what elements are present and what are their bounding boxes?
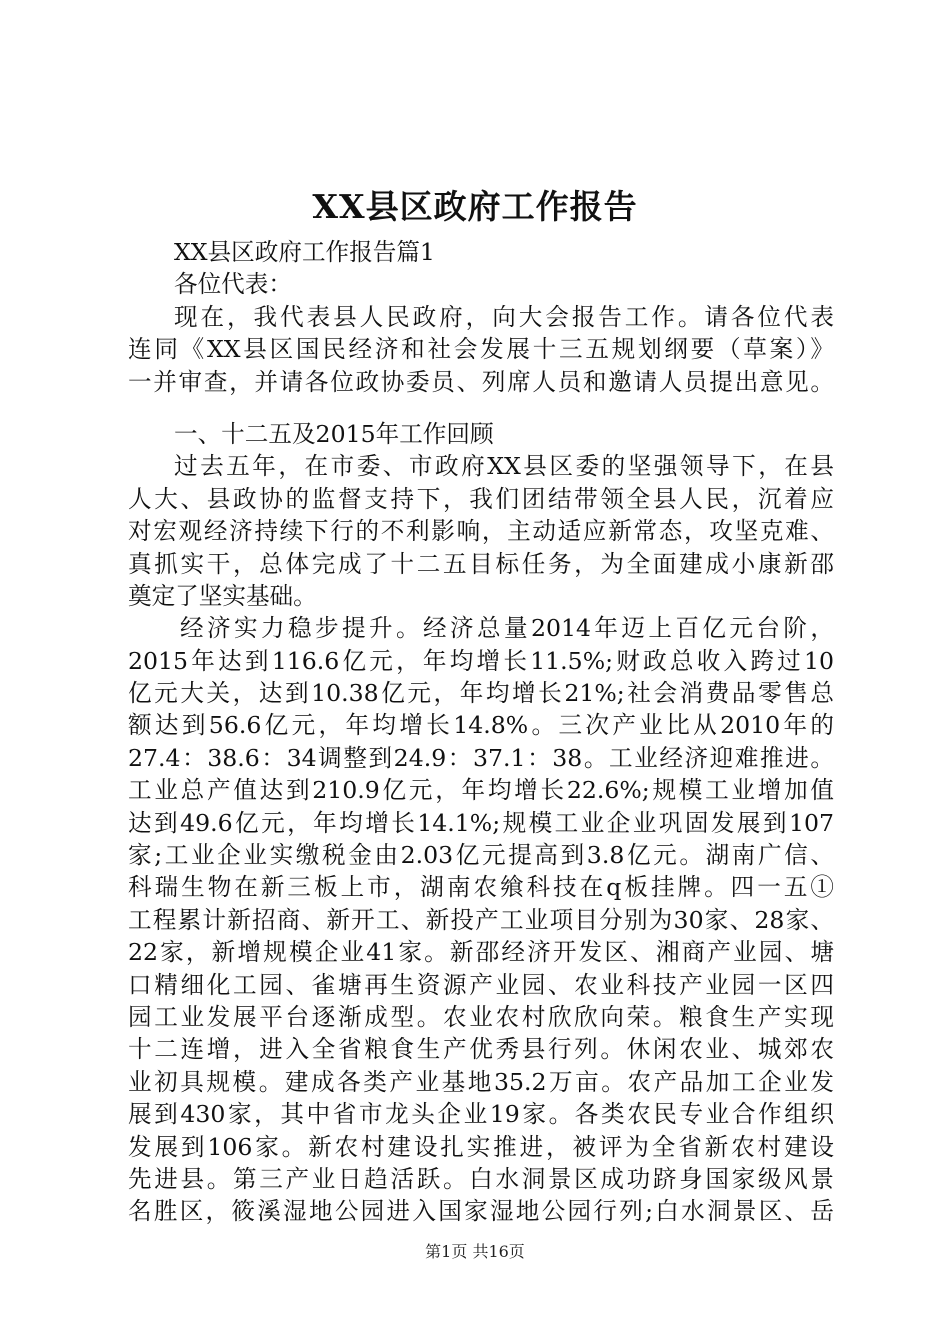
page-footer: 第1页 共16页 <box>425 1242 525 1261</box>
paragraph-line: 27.4：38.6：34调整到24.9：37.1：38。工业经济迎难推进。 <box>128 743 834 772</box>
paragraph-line: 达到49.6亿元，年均增长14.1%;规模工业企业巩固发展到107 <box>128 808 834 837</box>
paragraph-line: 家;工业企业实缴税金由2.03亿元提高到3.8亿元。湖南广信、 <box>128 841 834 870</box>
paragraph-line: 奠定了坚实基础。 <box>128 581 317 610</box>
paragraph-line: 过去五年，在市委、市政府XX县区委的坚强领导下，在县 <box>174 452 834 481</box>
paragraph-line: 连同《XX县区国民经济和社会发展十三五规划纲要（草案）》 <box>128 335 834 364</box>
paragraph-line: 22家，新增规模企业41家。新邵经济开发区、湘商产业园、塘 <box>128 938 834 967</box>
paragraph-line: 园工业发展平台逐渐成型。农业农村欣欣向荣。粮食生产实现 <box>128 1002 834 1031</box>
paragraph-line: 人大、县政协的监督支持下，我们团结带领全县人民，沉着应 <box>128 484 834 513</box>
paragraph-line: 工程累计新招商、新开工、新投产工业项目分别为30家、28家、 <box>128 905 834 934</box>
paragraph-line: 口精细化工园、雀塘再生资源产业园、农业科技产业园一区四 <box>128 970 834 999</box>
paragraph-line: 先进县。第三产业日趋活跃。白水洞景区成功跻身国家级风景 <box>128 1164 834 1193</box>
paragraph-line: 工业总产值达到210.9亿元，年均增长22.6%;规模工业增加值 <box>128 776 834 805</box>
paragraph-line: 业初具规模。建成各类产业基地35.2万亩。农产品加工企业发 <box>128 1067 834 1096</box>
paragraph-line: 对宏观经济持续下行的不利影响，主动适应新常态，攻坚克难、 <box>128 517 834 546</box>
paragraph-line: 科瑞生物在新三板上市，湖南农飨科技在q板挂牌。四一五① <box>128 873 834 902</box>
paragraph-line: 发展到106家。新农村建设扎实推进，被评为全省新农村建设 <box>128 1132 834 1161</box>
paragraph-line: 亿元大关，达到10.38亿元，年均增长21%;社会消费品零售总 <box>128 679 834 708</box>
document-body <box>128 236 834 1228</box>
paragraph-line: 2015年达到116.6亿元，年均增长11.5%;财政总收入跨过10 <box>128 646 834 675</box>
document-title: XX县区政府工作报告 <box>312 187 638 226</box>
paragraph-line: 真抓实干，总体完成了十二五目标任务，为全面建成小康新邵 <box>128 549 834 578</box>
paragraph-line: 名胜区，筱溪湿地公园进入国家湿地公园行列;白水洞景区、岳 <box>128 1197 834 1226</box>
paragraph-line: 展到430家，其中省市龙头企业19家。各类农民专业合作组织 <box>128 1100 834 1129</box>
section-heading: 一、十二五及2015年工作回顾 <box>174 419 494 448</box>
paragraph-line: 额达到56.6亿元，年均增长14.8%。三次产业比从2010年的 <box>128 711 834 740</box>
paragraph-line: 一并审查，并请各位政协委员、列席人员和邀请人员提出意见。 <box>128 367 834 396</box>
salutation: 各位代表： <box>174 270 292 299</box>
section-heading: XX县区政府工作报告篇1 <box>174 238 435 266</box>
paragraph-line: 现在，我代表县人民政府，向大会报告工作。请各位代表 <box>174 302 834 331</box>
paragraph-line: 经济实力稳步提升。经济总量2014年迈上百亿元台阶， <box>180 614 834 643</box>
paragraph-line: 十二连增，进入全省粮食生产优秀县行列。休闲农业、城郊农 <box>128 1035 834 1064</box>
